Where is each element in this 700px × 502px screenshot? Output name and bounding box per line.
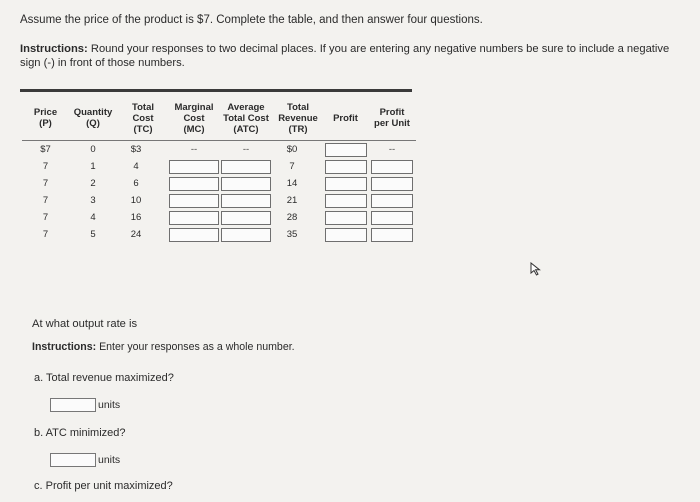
total-cost-cell: $3 <box>117 141 169 159</box>
profit-per-unit-cell: -- <box>368 141 416 159</box>
header-marginal-cost: Marginal Cost (MC) <box>174 101 214 135</box>
price-cell: $7 <box>22 141 69 159</box>
price-cell: 7 <box>42 178 49 189</box>
average-total-cost-input[interactable] <box>221 194 271 208</box>
header-price: Price (P) <box>33 107 58 129</box>
profit-per-unit-input[interactable] <box>371 194 413 208</box>
questions-lead: At what output rate is <box>32 318 138 330</box>
header-total-cost: Total Cost (TC) <box>132 101 154 135</box>
header-average-total-cost: Average Total Cost (ATC) <box>223 101 269 135</box>
average-total-cost-input[interactable] <box>221 228 271 242</box>
answer-a-input[interactable] <box>50 398 96 412</box>
answer-b-input[interactable] <box>50 453 96 467</box>
question-b: b. ATC minimized? <box>34 427 126 439</box>
table-top-rule <box>20 89 412 92</box>
total-revenue-cell: 35 <box>286 229 298 240</box>
marginal-cost-input[interactable] <box>169 160 219 174</box>
total-revenue-cell: 28 <box>286 212 298 223</box>
profit-input[interactable] <box>325 194 367 208</box>
instructions-line2: sign (-) in front of those numbers. <box>20 57 185 69</box>
price-cell: 7 <box>42 195 49 206</box>
units-label: units <box>98 454 121 466</box>
question-a: a. Total revenue maximized? <box>34 372 174 384</box>
average-total-cost-cell: -- <box>219 141 273 159</box>
question-c: c. Profit per unit maximized? <box>34 480 173 492</box>
quantity-cell: 4 <box>90 212 96 223</box>
profit-input[interactable] <box>325 177 367 191</box>
mouse-cursor-icon <box>530 262 542 276</box>
price-cell: 7 <box>42 161 49 172</box>
total-cost-cell: 6 <box>133 178 139 189</box>
questions-instructions-label: Instructions: <box>32 341 97 353</box>
marginal-cost-input[interactable] <box>169 194 219 208</box>
profit-per-unit-input[interactable] <box>371 211 413 225</box>
marginal-cost-input[interactable] <box>169 177 219 191</box>
quantity-cell: 1 <box>90 161 96 172</box>
total-cost-cell: 24 <box>130 229 142 240</box>
table-row <box>22 226 416 243</box>
profit-input[interactable] <box>325 160 367 174</box>
quantity-cell: 5 <box>90 229 96 240</box>
cost-revenue-table <box>22 96 416 243</box>
quantity-cell: 0 <box>69 141 117 159</box>
average-total-cost-input[interactable] <box>221 160 271 174</box>
total-revenue-cell: $0 <box>273 141 323 159</box>
questions-instructions-text: Enter your responses as a whole number. <box>96 341 295 353</box>
profit-input[interactable] <box>325 143 367 157</box>
total-revenue-cell: 21 <box>286 195 298 206</box>
price-cell: 7 <box>42 229 49 240</box>
answer-a-group <box>50 398 120 412</box>
average-total-cost-input[interactable] <box>221 177 271 191</box>
profit-input[interactable] <box>325 228 367 242</box>
answer-b-group <box>50 453 120 467</box>
price-cell: 7 <box>42 212 49 223</box>
questions-instructions <box>32 341 295 353</box>
total-revenue-cell: 14 <box>286 178 298 189</box>
average-total-cost-input[interactable] <box>221 211 271 225</box>
table-row <box>22 192 416 209</box>
instructions-label: Instructions: <box>20 43 88 55</box>
instructions-block <box>20 42 700 70</box>
marginal-cost-input[interactable] <box>169 228 219 242</box>
table-row <box>22 175 416 192</box>
header-profit-per-unit: Profit per Unit <box>374 107 410 129</box>
total-revenue-cell: 7 <box>289 161 295 172</box>
table-row <box>22 141 416 159</box>
header-quantity: Quantity (Q) <box>73 107 113 129</box>
profit-per-unit-input[interactable] <box>371 177 413 191</box>
table-row <box>22 209 416 226</box>
quantity-cell: 2 <box>90 178 96 189</box>
profit-per-unit-input[interactable] <box>371 160 413 174</box>
units-label: units <box>98 399 121 411</box>
total-cost-cell: 10 <box>130 195 142 206</box>
header-total-revenue: Total Revenue (TR) <box>278 101 318 135</box>
problem-intro: Assume the price of the product is $7. Complete the table, and then answer four questions. <box>20 14 483 26</box>
header-profit: Profit <box>333 112 358 124</box>
quantity-cell: 3 <box>90 195 96 206</box>
table-row <box>22 158 416 175</box>
marginal-cost-input[interactable] <box>169 211 219 225</box>
total-cost-cell: 16 <box>130 212 142 223</box>
profit-cell <box>323 141 368 159</box>
profit-input[interactable] <box>325 211 367 225</box>
instructions-text: Round your responses to two decimal places. If you are entering any negative numbers be sure to include a negative <box>87 43 670 55</box>
profit-per-unit-input[interactable] <box>371 228 413 242</box>
total-cost-cell: 4 <box>133 161 139 172</box>
marginal-cost-cell: -- <box>169 141 219 159</box>
